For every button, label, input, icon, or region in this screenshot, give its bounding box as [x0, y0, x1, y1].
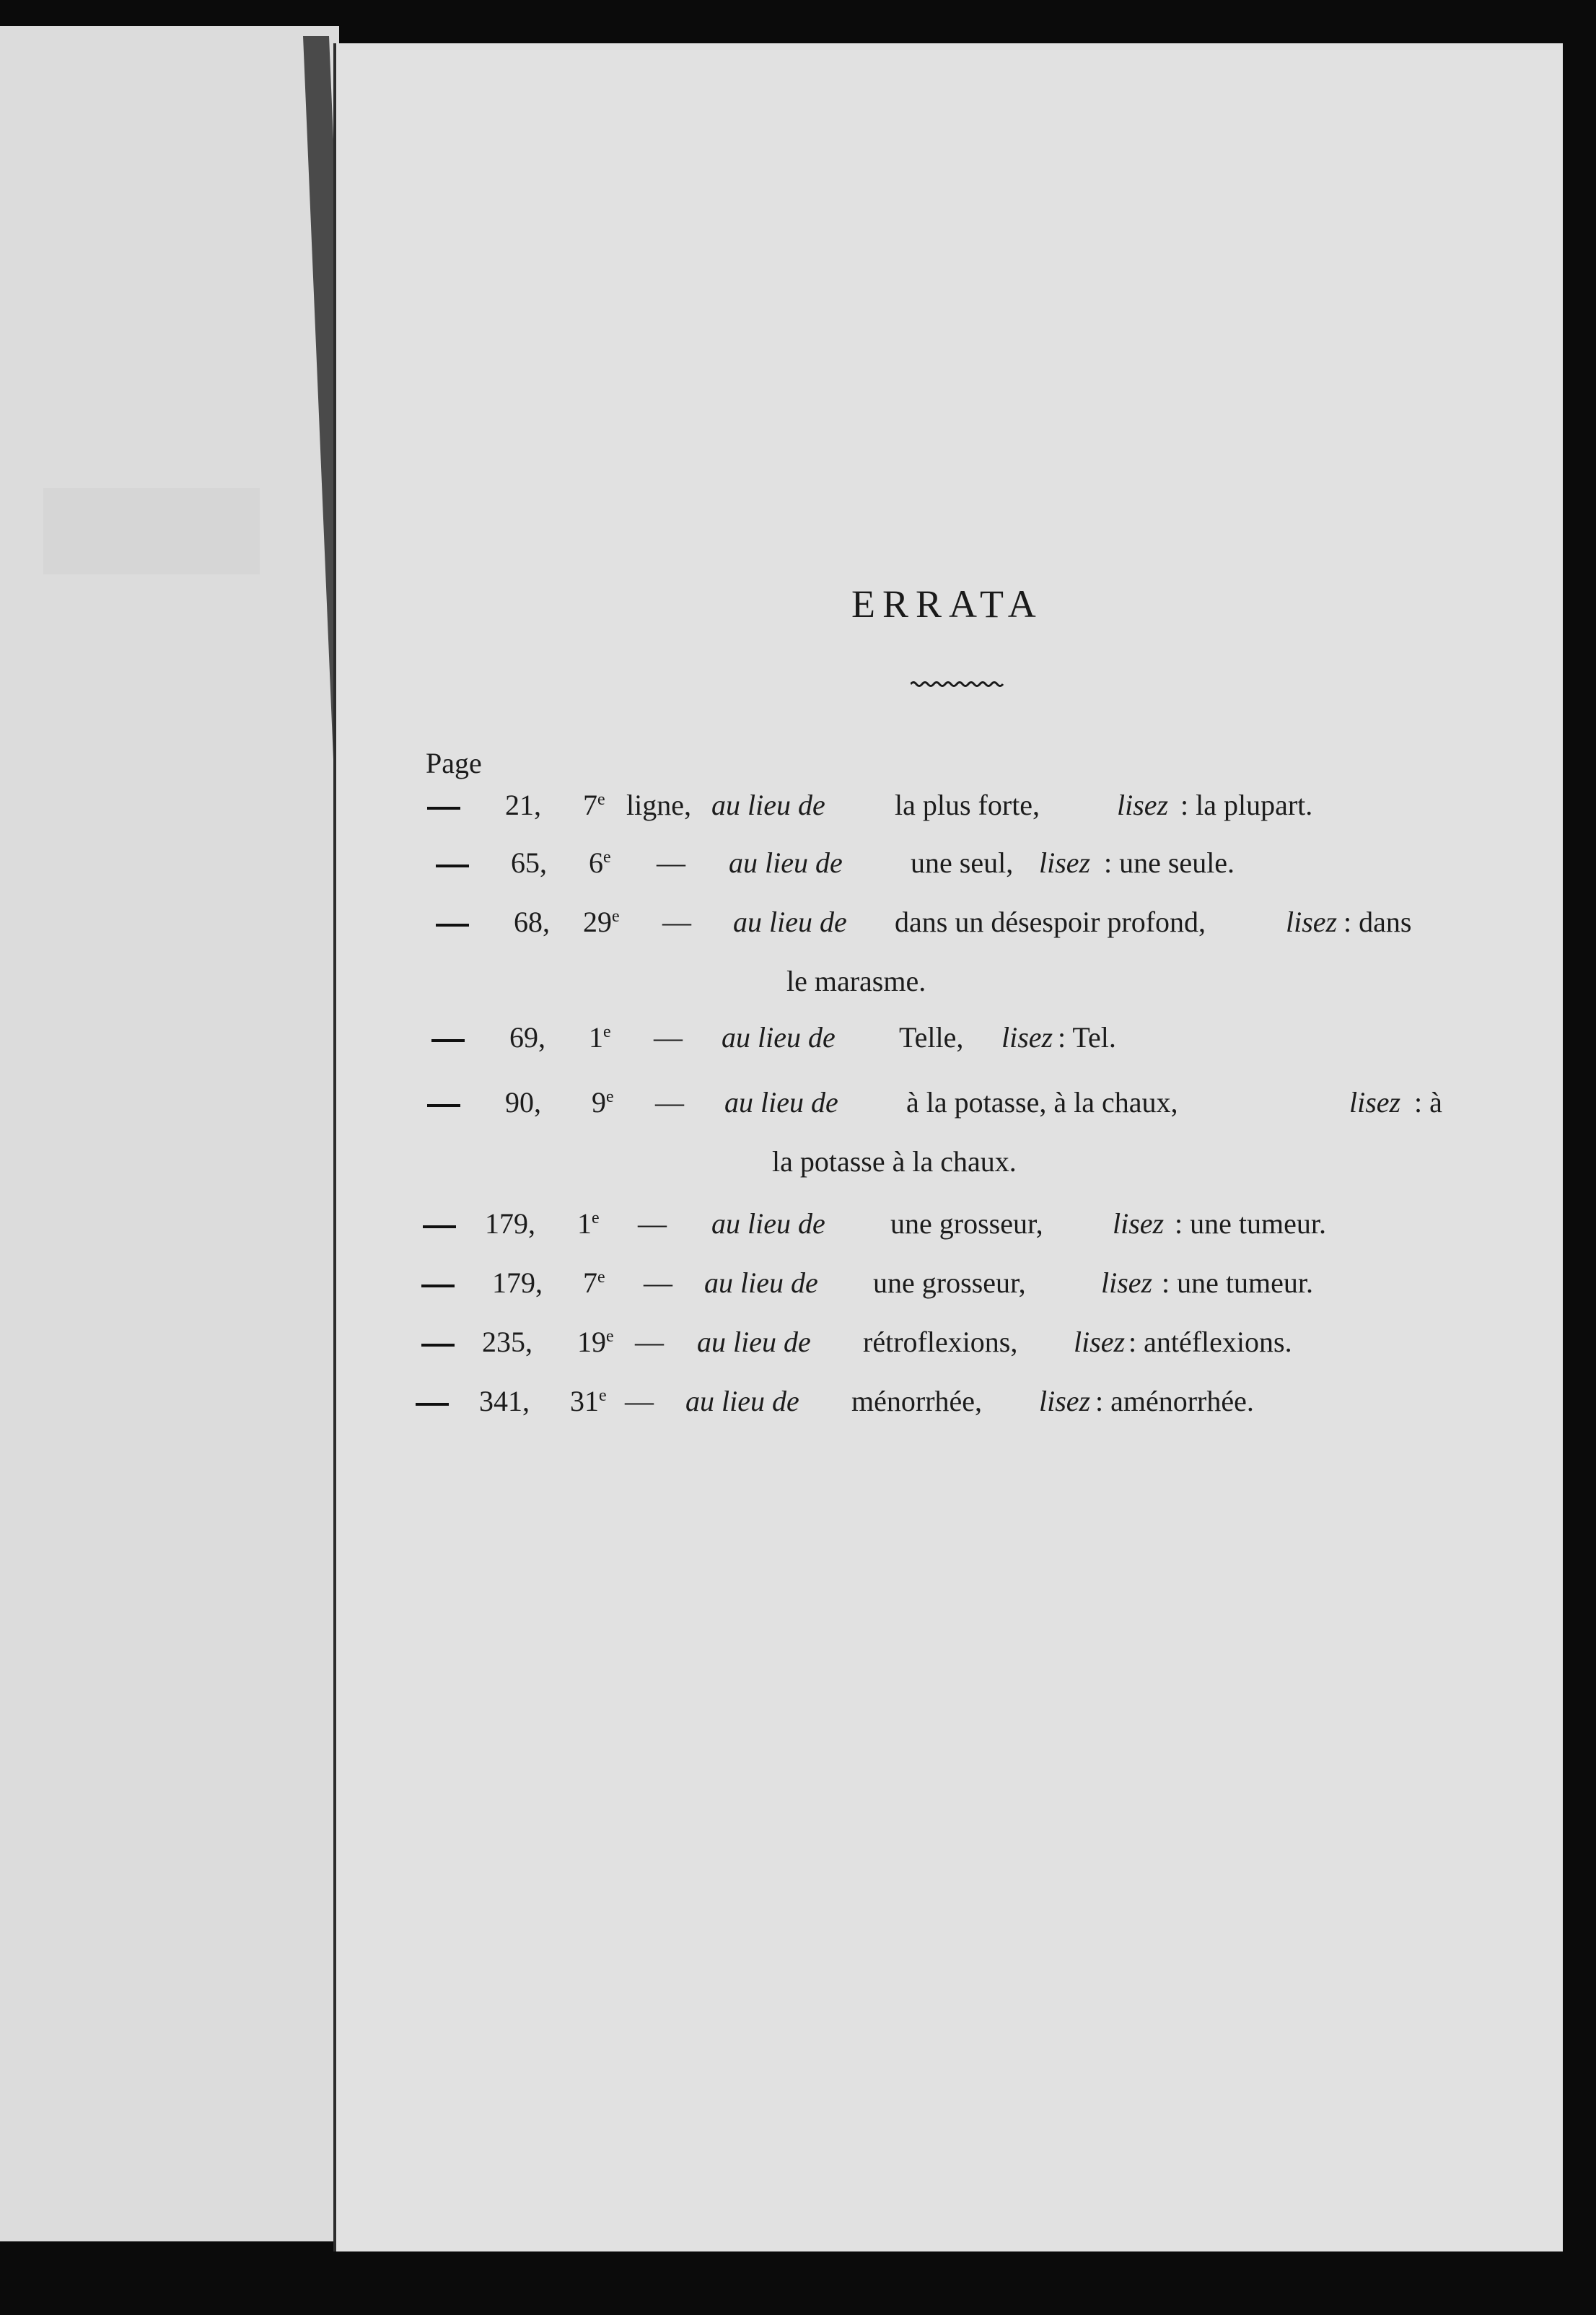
leader-dash	[421, 1285, 455, 1287]
line-separator: —	[654, 1021, 683, 1054]
page-number: 90,	[505, 1086, 541, 1119]
au-lieu-de-phrase: au lieu de	[704, 1266, 818, 1299]
line-separator: —	[657, 846, 685, 879]
page-column-label: Page	[426, 747, 482, 779]
leader-dash	[436, 865, 469, 867]
line-number: 29e	[583, 906, 620, 938]
corrected-text: : antéflexions.	[1128, 1326, 1292, 1358]
title-ornament-rule	[911, 680, 1004, 687]
page-number: 341,	[479, 1385, 530, 1417]
erroneous-text: une grosseur,	[873, 1266, 1026, 1299]
corrected-text: : dans	[1343, 906, 1412, 938]
line-number: 9e	[592, 1086, 614, 1119]
lisez-word: lisez	[1039, 1385, 1091, 1417]
page-number: 179,	[492, 1266, 543, 1299]
corrected-text: : la plupart.	[1180, 789, 1313, 821]
page-number: 65,	[511, 846, 547, 879]
corrected-text: : une tumeur.	[1175, 1207, 1326, 1240]
lisez-word: lisez	[1074, 1326, 1126, 1358]
bleed-through-shadow	[43, 488, 260, 574]
line-separator: —	[662, 906, 691, 938]
page-number: 21,	[505, 789, 541, 821]
leader-dash	[423, 1225, 456, 1228]
lisez-word: lisez	[1286, 906, 1338, 938]
lisez-word: lisez	[1039, 846, 1091, 879]
page-number: 69,	[509, 1021, 545, 1054]
line-separator: ligne,	[626, 789, 691, 821]
line-separator: —	[638, 1207, 667, 1240]
lisez-word: lisez	[1001, 1021, 1053, 1054]
page-number: 235,	[482, 1326, 532, 1358]
correction-continuation: la potasse à la chaux.	[772, 1145, 1017, 1178]
errata-entry	[0, 1384, 1596, 1471]
erroneous-text: Telle,	[899, 1021, 964, 1054]
line-separator: —	[644, 1266, 672, 1299]
corrected-text: : aménorrhée.	[1095, 1385, 1254, 1417]
au-lieu-de-phrase: au lieu de	[711, 1207, 825, 1240]
leader-dash	[416, 1403, 449, 1406]
au-lieu-de-phrase: au lieu de	[722, 1021, 836, 1054]
line-number: 6e	[589, 846, 611, 879]
line-number: 1e	[577, 1207, 600, 1240]
leader-dash	[431, 1039, 465, 1042]
au-lieu-de-phrase: au lieu de	[685, 1385, 799, 1417]
corrected-text: : une tumeur.	[1162, 1266, 1313, 1299]
erroneous-text: à la potasse, à la chaux,	[906, 1086, 1178, 1119]
leader-dash	[427, 1104, 460, 1107]
lisez-word: lisez	[1117, 789, 1169, 821]
line-separator: —	[625, 1385, 654, 1417]
corrected-text: : à	[1414, 1086, 1442, 1119]
line-number: 7e	[583, 1266, 605, 1299]
page-number: 68,	[514, 906, 550, 938]
leader-dash	[421, 1344, 455, 1347]
line-number: 31e	[570, 1385, 607, 1417]
corrected-text: : Tel.	[1058, 1021, 1116, 1054]
errata-entry	[0, 1085, 1596, 1178]
erroneous-text: rétroflexions,	[863, 1326, 1018, 1358]
line-separator: —	[635, 1326, 664, 1358]
au-lieu-de-phrase: au lieu de	[724, 1086, 838, 1119]
erroneous-text: une grosseur,	[890, 1207, 1043, 1240]
erroneous-text: ménorrhée,	[851, 1385, 983, 1417]
au-lieu-de-phrase: au lieu de	[729, 846, 843, 879]
line-number: 7e	[583, 789, 605, 821]
au-lieu-de-phrase: au lieu de	[711, 789, 825, 821]
lisez-word: lisez	[1101, 1266, 1153, 1299]
errata-title: ERRATA	[851, 582, 1043, 626]
leader-dash	[427, 807, 460, 810]
lisez-word: lisez	[1349, 1086, 1401, 1119]
au-lieu-de-phrase: au lieu de	[697, 1326, 811, 1358]
erroneous-text: une seul,	[911, 846, 1014, 879]
erroneous-text: la plus forte,	[895, 789, 1040, 821]
line-number: 19e	[577, 1326, 614, 1358]
correction-continuation: le marasme.	[786, 965, 926, 997]
leader-dash	[436, 924, 469, 927]
lisez-word: lisez	[1113, 1207, 1165, 1240]
corrected-text: : une seule.	[1104, 846, 1235, 879]
page-number: 179,	[485, 1207, 535, 1240]
au-lieu-de-phrase: au lieu de	[733, 906, 847, 938]
errata-entry	[0, 905, 1596, 997]
line-number: 1e	[589, 1021, 611, 1054]
line-separator: —	[655, 1086, 684, 1119]
erroneous-text: dans un désespoir profond,	[895, 906, 1206, 938]
